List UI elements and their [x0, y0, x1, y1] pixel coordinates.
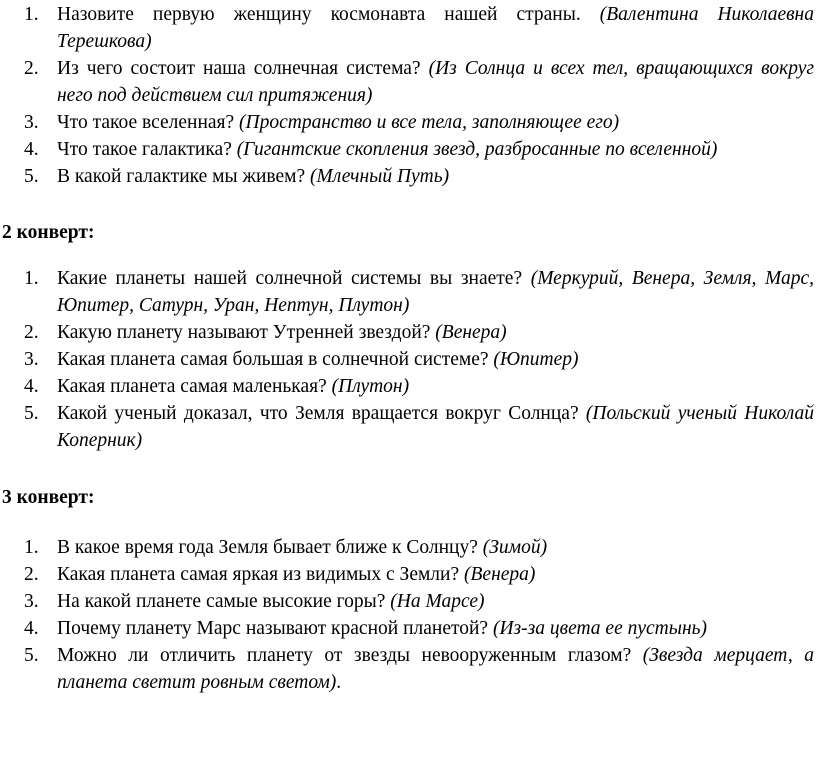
question-text: Что такое вселенная? — [57, 112, 240, 133]
item-number: 3. — [24, 591, 39, 612]
item-number: 5. — [24, 645, 39, 666]
item-number: 3. — [24, 349, 39, 370]
answer-text: (Гигантские скопления звезд, разбросанные по вселенной) — [236, 139, 718, 160]
item-number: 3. — [24, 112, 39, 133]
question-text: Можно ли отличить планету от звезды невооруженным глазом? — [57, 645, 643, 666]
answer-text: (Юпитер) — [493, 349, 579, 370]
answer-text: (Звезда мерцает, а планета светит ровным светом) — [57, 645, 814, 693]
list-item — [0, 561, 816, 588]
item-number: 4. — [24, 139, 39, 160]
item-number: 1. — [24, 268, 39, 289]
answer-text: (Из Солнца и всех тел, вращающихся вокруг него под действием сил притяжения) — [57, 58, 815, 106]
list-item — [0, 319, 816, 346]
item-number: 1. — [24, 537, 39, 558]
question-text: Какую планету называют Утренней звездой? — [57, 322, 436, 343]
answer-text: (Венера) — [464, 564, 536, 585]
answer-text: (Меркурий, Венера, Земля, Марс, Юпитер, Сатурн, Уран, Нептун, Плутон) — [57, 268, 814, 316]
trailing-period: . — [336, 672, 342, 693]
question-text: Какая планета самая большая в солнечной системе? — [57, 349, 494, 370]
list-item — [0, 588, 816, 615]
section-3 — [0, 534, 816, 696]
answer-text: (Венера) — [435, 322, 507, 343]
list-item — [0, 642, 816, 696]
section-1 — [0, 1, 816, 190]
answer-text: (Плутон) — [331, 376, 410, 397]
question-text: В какой галактике мы живем? — [57, 166, 311, 187]
question-text: Какая планета самая яркая из видимых с Земли? — [57, 564, 465, 585]
answer-text: (Пространство и все тела, заполняющее его) — [239, 112, 620, 133]
item-number: 5. — [24, 166, 39, 187]
list-item — [0, 1, 816, 55]
envelope-2-heading: 2 конверт: — [2, 222, 95, 243]
question-text: Из чего состоит наша солнечная система? — [57, 58, 429, 79]
question-list-2 — [0, 265, 816, 454]
question-text: На какой планете самые высокие горы? — [57, 591, 391, 612]
question-text: Какой ученый доказал, что Земля вращается вокруг Солнца? — [57, 403, 586, 424]
list-item — [0, 346, 816, 373]
answer-text: (Млечный Путь) — [310, 166, 450, 187]
list-item — [0, 163, 816, 190]
item-number: 5. — [24, 403, 39, 424]
question-list-1 — [0, 1, 816, 190]
question-text: Почему планету Марс называют красной планетой? — [57, 618, 493, 639]
question-text: Какие планеты нашей солнечной системы вы знаете? — [57, 268, 531, 289]
list-item — [0, 265, 816, 319]
list-item — [0, 400, 816, 454]
answer-text: (Валентина Николаевна Терешкова) — [57, 4, 814, 52]
item-number: 4. — [24, 618, 39, 639]
envelope-3-heading: 3 конверт: — [2, 487, 95, 508]
list-item — [0, 615, 816, 642]
question-text: В какое время года Земля бывает ближе к Солнцу? — [57, 537, 483, 558]
question-text: Какая планета самая маленькая? — [57, 376, 332, 397]
list-item — [0, 373, 816, 400]
item-number: 1. — [24, 4, 39, 25]
question-text: Назовите первую женщину космонавта нашей страны. — [57, 4, 600, 25]
question-list-3 — [0, 534, 816, 696]
item-number: 2. — [24, 322, 39, 343]
list-item — [0, 109, 816, 136]
list-item — [0, 55, 816, 109]
item-number: 2. — [24, 564, 39, 585]
answer-text: (На Марсе) — [390, 591, 485, 612]
list-item — [0, 136, 816, 163]
answer-text: (Из-за цвета ее пустынь) — [492, 618, 708, 639]
answer-text: (Польский ученый Николай Коперник) — [57, 403, 814, 451]
section-2 — [0, 265, 816, 454]
item-number: 2. — [24, 58, 39, 79]
item-number: 4. — [24, 376, 39, 397]
answer-text: (Зимой) — [482, 537, 548, 558]
list-item — [0, 534, 816, 561]
question-text: Что такое галактика? — [57, 139, 237, 160]
